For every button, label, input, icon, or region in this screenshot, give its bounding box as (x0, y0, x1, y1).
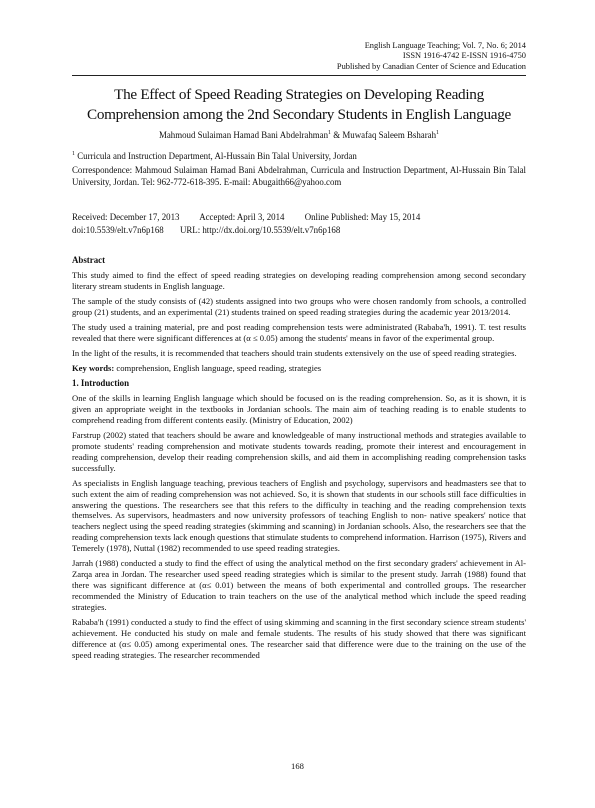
title-line-2: Comprehension among the 2nd Secondary Students in English Language (87, 106, 511, 123)
keywords (72, 363, 526, 374)
keywords-label: Key words: (72, 363, 115, 373)
abstract-paragraph: The sample of the study consists of (42) students assigned into two groups who were chosen randomly from schools, a controlled group (21) students, and an experimental (21) students trained on speed reading strategies during the academic year 2013/2014. (72, 295, 526, 317)
affiliation (72, 151, 526, 161)
journal-header (226, 41, 526, 72)
affiliation-text: Curricula and Instruction Department, Al-Hussain Bin Talal University, Jordan (75, 151, 357, 161)
publication-dates (72, 212, 526, 222)
intro-paragraph: Jarrah (1988) conducted a study to find the effect of using the analytical method on the first secondary graders' achievement in Al-Zarqa area in Jordan. The researcher used speed reading strategies which is similar to the present study. Jarrah (1988) found that there was significant difference at (α≤ 0.01) between the means of both experimental and controlled groups. The researcher recommended the Ministry of Education to train teachers on the use of the analytical method which include the speed reading strategies. (72, 558, 526, 612)
correspondence: Correspondence: Mahmoud Sulaiman Hamad Bani Abdelrahman, Curricula and Instruction Department, Al-Hussain Bin Talal University, Jordan. Tel: 962-772-618-395. E-mail: Abugaith66@yahoo.com (72, 165, 526, 187)
title-line-1: The Effect of Speed Reading Strategies on Developing Reading (114, 86, 484, 103)
abstract-paragraph: The study used a training material, pre and post reading comprehension tests were administrated (Rababa'h, 1991). T. test results revealed that there were significant differences at (α ≤ 0.05) among the students' means in favor of the experimental group. (72, 321, 526, 343)
intro-heading: 1. Introduction (72, 378, 130, 389)
abstract-paragraph: This study aimed to find the effect of speed reading strategies on developing reading comprehension among second secondary literary stream students in English language. (72, 269, 526, 291)
intro-paragraph: Rababa'h (1991) conducted a study to find the effect of using skimming and scanning in the first secondary science stream students' achievement. He conducted his study on male and female students. The results of his study showed that there was significant difference at (α≤ 0.05) among experimental ones. The researcher said that difference were due to the training on the use of the speed reading strategies. The researcher recommended (72, 616, 526, 660)
journal-publisher: Published by Canadian Center of Science and Education (336, 61, 526, 71)
author-1: Mahmoud Sulaiman Hamad Bani Abdelrahman (158, 130, 329, 140)
received-date: Received: December 17, 2013 (72, 212, 180, 222)
author-joiner: & (331, 130, 343, 140)
abstract-heading: Abstract (72, 255, 106, 265)
intro-paragraph: As specialists in English language teaching, previous teachers of English and psychology, supervisors and headmasters see that to such extent the aim of reading comprehension was not achieved. So, it is shown that students in our schools still face difficulties in answering the questions. The researchers see that this refers to the difficulty in teaching and the reading comprehension texts themselves. As supervisors, headmasters and now university professors of teaching English to non- native speakers' notice that teachers neglect using the speed reading strategies (skimming and scanning) in Jordanian schools. Also, the researchers see that the reading comprehension texts lack enough questions that stimulate students to comprehend information. Harrison (1975), Rivers and Temerely (1978), Nuttal (1982) recommended to use speed reading strategies. (72, 477, 526, 554)
author-1-sup: 1 (328, 130, 332, 137)
keywords-text: comprehension, English language, speed reading, strategies (114, 363, 322, 373)
doi-line (72, 225, 526, 235)
header-rule (72, 75, 526, 76)
paper-body (72, 255, 526, 665)
author-2: Muwafaq Saleem Bsharah (342, 130, 437, 140)
accepted-date: Accepted: April 3, 2014 (199, 212, 285, 222)
author-list (72, 130, 526, 140)
doi-link[interactable]: doi:10.5539/elt.v7n6p168 (72, 225, 164, 235)
affiliation-sup: 1 (72, 151, 75, 158)
intro-paragraph: Farstrup (2002) stated that teachers should be aware and knowledgeable of many instructional methods and strategies available to promote students' reading comprehension and motivate students towards reading, promote their interest and encouragement in reading comprehension, develop their reading comprehension skills, and aid them in accomplishing reading comprehension tasks successfully. (72, 429, 526, 473)
page-number: 168 (291, 761, 304, 771)
journal-citation: English Language Teaching; Vol. 7, No. 6; 2014 (364, 41, 526, 50)
published-date: Online Published: May 15, 2014 (304, 212, 421, 222)
author-2-sup: 1 (436, 130, 440, 137)
intro-paragraph: One of the skills in learning English language which should be focused on is the reading comprehension. So, as it is shown, it is given an appropriate weight in the textbooks in Jordanian schools. The main aim of teaching reading is to enable students to comprehend reading from different contents easily. (Ministry of Education, 2002) (72, 393, 526, 425)
url-link[interactable]: URL: http://dx.doi.org/10.5539/elt.v7n6p168 (179, 225, 341, 235)
abstract-paragraph: In the light of the results, it is recommended that teachers should train students extensively on the use of speed reading strategies. (72, 347, 517, 358)
paper-title (60, 85, 538, 125)
journal-issn: ISSN 1916-4742 E-ISSN 1916-4750 (402, 51, 526, 61)
